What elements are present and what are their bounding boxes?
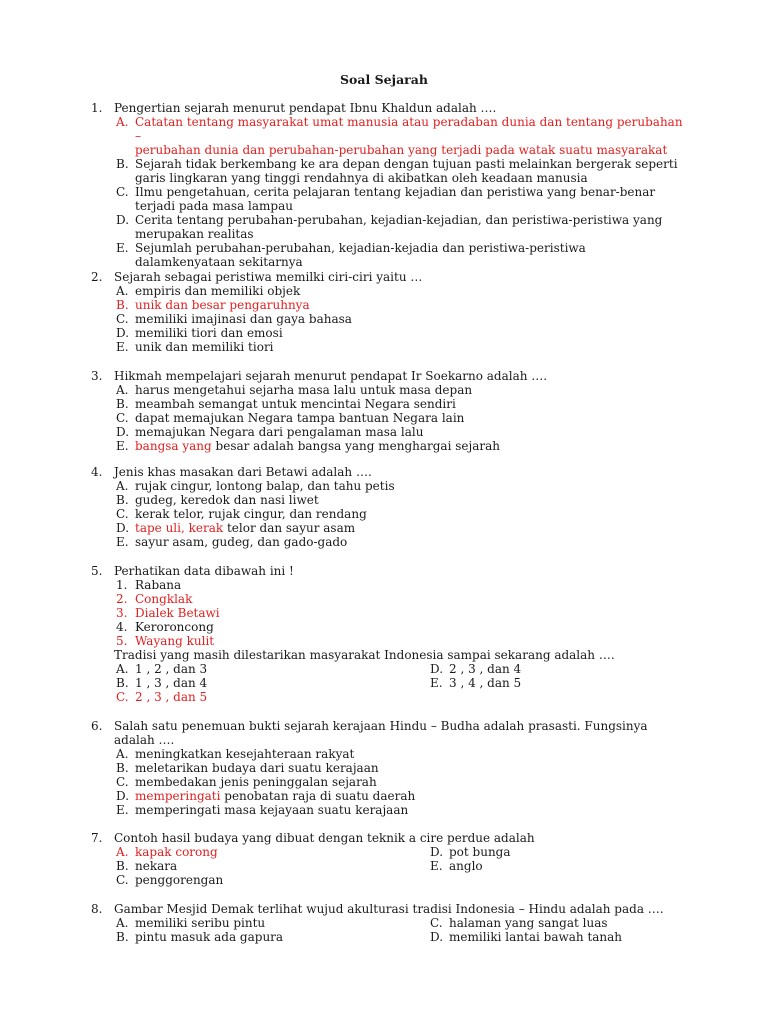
data-item-5 xyxy=(114,634,691,648)
question-text: Pengertian sejarah menurut pendapat Ibnu Khaldun adalah …. xyxy=(114,101,497,115)
option-c xyxy=(114,873,428,887)
data-item-3 xyxy=(114,606,691,620)
question-number: 4. xyxy=(91,465,103,479)
option-text: memajukan Negara dari pengalaman masa lalu xyxy=(135,425,424,439)
option-letter: D. xyxy=(116,213,130,227)
option-text: memiliki seribu pintu xyxy=(135,916,266,930)
option-letter: A. xyxy=(116,479,129,493)
option-letter: D. xyxy=(430,845,444,859)
option-text-line: Cerita tentang perubahan-perubahan, kejadian-kejadian, dan peristiwa-peristiwa yang xyxy=(135,213,663,227)
option-letter: A. xyxy=(116,916,129,930)
option-text: pintu masuk ada gapura xyxy=(135,930,284,944)
option-d xyxy=(114,213,691,241)
option-c xyxy=(114,312,691,326)
option-letter: B. xyxy=(116,676,129,690)
data-item-2 xyxy=(114,592,691,606)
option-text-highlight: memperingati xyxy=(135,789,221,803)
option-d xyxy=(428,845,698,859)
option-e xyxy=(114,241,691,269)
option-letter: A. xyxy=(116,284,129,298)
option-text-highlight: tape uli, kerak xyxy=(135,521,224,535)
option-d xyxy=(428,930,698,944)
option-text: memiliki tiori dan emosi xyxy=(135,326,283,340)
option-text: meningkatkan kesejahteraan rakyat xyxy=(135,747,355,761)
document-title: Soal Sejarah xyxy=(340,72,428,87)
option-letter: A. xyxy=(116,845,129,859)
option-c xyxy=(114,185,691,213)
option-text: dapat memajukan Negara tampa bantuan Negara lain xyxy=(135,411,465,425)
option-text: pot bunga xyxy=(449,845,511,859)
option-b xyxy=(114,859,428,873)
option-letter: E. xyxy=(116,535,129,549)
question-3 xyxy=(91,369,691,453)
question-text: Contoh hasil budaya yang dibuat dengan teknik a cire perdue adalah xyxy=(114,831,535,845)
option-d xyxy=(114,326,691,340)
option-e xyxy=(114,803,691,817)
option-d xyxy=(114,521,691,535)
question-8 xyxy=(91,902,691,944)
option-text: 1 , 2 , dan 3 xyxy=(135,662,208,676)
option-c xyxy=(114,775,691,789)
item-number: 4. xyxy=(116,620,128,634)
option-letter: C. xyxy=(116,185,129,199)
option-text: halaman yang sangat luas xyxy=(449,916,608,930)
option-text: kerak telor, rujak cingur, dan rendang xyxy=(135,507,367,521)
question-number: 1. xyxy=(91,101,103,115)
option-text: sayur asam, gudeg, dan gado-gado xyxy=(135,535,348,549)
option-letter: C. xyxy=(116,873,129,887)
option-letter: D. xyxy=(116,326,130,340)
question-text: Hikmah mempelajari sejarah menurut pendapat Ir Soekarno adalah …. xyxy=(114,369,548,383)
option-letter: E. xyxy=(116,340,129,354)
option-c xyxy=(428,916,698,930)
option-b xyxy=(114,676,428,690)
option-a xyxy=(114,747,691,761)
question-text: Gambar Mesjid Demak terlihat wujud akulturasi tradisi Indonesia – Hindu adalah pada …. xyxy=(114,902,664,916)
option-letter: B. xyxy=(116,157,129,171)
option-b xyxy=(114,761,691,775)
question-number: 2. xyxy=(91,270,103,284)
option-b xyxy=(114,493,691,507)
option-text-line: Sejumlah perubahan-perubahan, kejadian-kejadia dan peristiwa-peristiwa xyxy=(135,241,586,255)
option-text: meletarikan budaya dari suatu kerajaan xyxy=(135,761,379,775)
question-6 xyxy=(91,719,691,817)
option-text: rujak cingur, lontong balap, dan tahu petis xyxy=(135,479,395,493)
option-c xyxy=(114,690,428,704)
option-a xyxy=(114,383,691,397)
question-number: 7. xyxy=(91,831,103,845)
option-b xyxy=(114,298,691,312)
question-text: Sejarah sebagai peristiwa memilki ciri-ciri yaitu … xyxy=(114,270,423,284)
item-number: 5. xyxy=(116,634,128,648)
option-letter: E. xyxy=(430,676,443,690)
option-b xyxy=(114,397,691,411)
option-text: kapak corong xyxy=(135,845,218,859)
option-text: meambah semangat untuk mencintai Negara sendiri xyxy=(135,397,456,411)
question-2 xyxy=(91,270,691,354)
option-c xyxy=(114,411,691,425)
item-number: 1. xyxy=(116,578,128,592)
option-text: harus mengetahui sejarha masa lalu untuk masa depan xyxy=(135,383,473,397)
option-b xyxy=(114,930,428,944)
option-text-line: garis lingkaran yang tinggi rendahnya di akibatkan oleh keadaan manusia xyxy=(135,171,588,185)
option-letter: A. xyxy=(116,662,129,676)
option-text: penggorengan xyxy=(135,873,224,887)
option-text: membedakan jenis peninggalan sejarah xyxy=(135,775,377,789)
question-7 xyxy=(91,831,691,887)
question-number: 3. xyxy=(91,369,103,383)
question-text: Jenis khas masakan dari Betawi adalah …. xyxy=(114,465,372,479)
question-4 xyxy=(91,465,691,549)
option-text-line: terjadi pada masa lampau xyxy=(135,199,293,213)
option-letter: C. xyxy=(116,312,129,326)
item-text: Keroroncong xyxy=(135,620,214,634)
option-a xyxy=(114,845,428,859)
option-text: 2 , 3 , dan 4 xyxy=(449,662,522,676)
option-text-line: Ilmu pengetahuan, cerita pelajaran tentang kejadian dan peristiwa yang benar-benar xyxy=(135,185,656,199)
option-text: anglo xyxy=(449,859,483,873)
item-text: Congklak xyxy=(135,592,193,606)
option-text: memiliki imajinasi dan gaya bahasa xyxy=(135,312,352,326)
option-letter: A. xyxy=(116,115,129,129)
option-letter: D. xyxy=(430,930,444,944)
option-letter: A. xyxy=(116,747,129,761)
option-text: memperingati masa kejayaan suatu kerajaan xyxy=(135,803,409,817)
option-letter: A. xyxy=(116,383,129,397)
option-letter: B. xyxy=(116,397,129,411)
option-letter: B. xyxy=(116,493,129,507)
option-text: penobatan raja di suatu daerah xyxy=(220,789,416,803)
item-text: Wayang kulit xyxy=(135,634,215,648)
option-letter: E. xyxy=(116,439,129,453)
option-letter: B. xyxy=(116,859,129,873)
item-number: 2. xyxy=(116,592,128,606)
option-letter: D. xyxy=(116,425,130,439)
option-text-line: Sejarah tidak berkembang ke ara depan dengan tujuan pasti melainkan bergerak seperti xyxy=(135,157,678,171)
question-text: Perhatikan data dibawah ini ! xyxy=(114,564,294,578)
option-text: 3 , 4 , dan 5 xyxy=(449,676,522,690)
option-text-line: perubahan dunia dan perubahan-perubahan yang terjadi pada watak suatu masyarakat xyxy=(135,143,668,157)
option-e xyxy=(114,340,691,354)
question-text: Salah satu penemuan bukti sejarah kerajaan Hindu – Budha adalah prasasti. Fungsinya adalah …. xyxy=(114,719,648,747)
option-text: 1 , 3 , dan 4 xyxy=(135,676,208,690)
option-letter: C. xyxy=(116,507,129,521)
option-text: unik dan memiliki tiori xyxy=(135,340,274,354)
question-subtext: Tradisi yang masih dilestarikan masyarakat Indonesia sampai sekarang adalah …. xyxy=(114,648,615,662)
option-letter: D. xyxy=(430,662,444,676)
option-text: besar adalah bangsa yang menghargai sejarah xyxy=(211,439,500,453)
option-a xyxy=(114,916,428,930)
data-item-1 xyxy=(114,578,691,592)
option-letter: D. xyxy=(116,521,130,535)
option-a xyxy=(114,479,691,493)
option-text: nekara xyxy=(135,859,178,873)
option-letter: B. xyxy=(116,761,129,775)
question-number: 6. xyxy=(91,719,103,733)
option-c xyxy=(114,507,691,521)
option-e xyxy=(428,859,698,873)
option-a xyxy=(114,284,691,298)
option-text: unik dan besar pengaruhnya xyxy=(135,298,310,312)
option-d xyxy=(114,425,691,439)
option-text-line: merupakan realitas xyxy=(135,227,254,241)
option-d xyxy=(428,662,698,676)
option-letter: C. xyxy=(116,775,129,789)
item-text: Rabana xyxy=(135,578,182,592)
question-5 xyxy=(91,564,691,704)
option-letter: E. xyxy=(116,803,129,817)
option-text: telor dan sayur asam xyxy=(223,521,356,535)
option-letter: B. xyxy=(116,930,129,944)
option-letter: B. xyxy=(116,298,129,312)
data-item-4 xyxy=(114,620,691,634)
option-e xyxy=(114,535,691,549)
option-text: 2 , 3 , dan 5 xyxy=(135,690,208,704)
option-text: memiliki lantai bawah tanah xyxy=(449,930,623,944)
question-1 xyxy=(91,101,691,269)
option-letter: C. xyxy=(116,411,129,425)
option-b xyxy=(114,157,691,185)
option-e xyxy=(428,676,698,690)
option-a xyxy=(114,662,428,676)
option-text: empiris dan memiliki objek xyxy=(135,284,301,298)
option-letter: C. xyxy=(430,916,443,930)
option-text: gudeg, keredok dan nasi liwet xyxy=(135,493,319,507)
item-text: Dialek Betawi xyxy=(135,606,220,620)
option-letter: E. xyxy=(116,241,129,255)
option-d xyxy=(114,789,691,803)
option-text-line: dalamkenyataan sekitarnya xyxy=(135,255,303,269)
option-letter: C. xyxy=(116,690,129,704)
option-text-line: Catatan tentang masyarakat umat manusia atau peradaban dunia dan tentang perubahan – xyxy=(135,115,683,143)
option-letter: D. xyxy=(116,789,130,803)
question-number: 8. xyxy=(91,902,103,916)
question-number: 5. xyxy=(91,564,103,578)
option-text-highlight: bangsa yang xyxy=(135,439,212,453)
option-letter: E. xyxy=(430,859,443,873)
option-e xyxy=(114,439,691,453)
option-a xyxy=(114,115,691,157)
item-number: 3. xyxy=(116,606,128,620)
